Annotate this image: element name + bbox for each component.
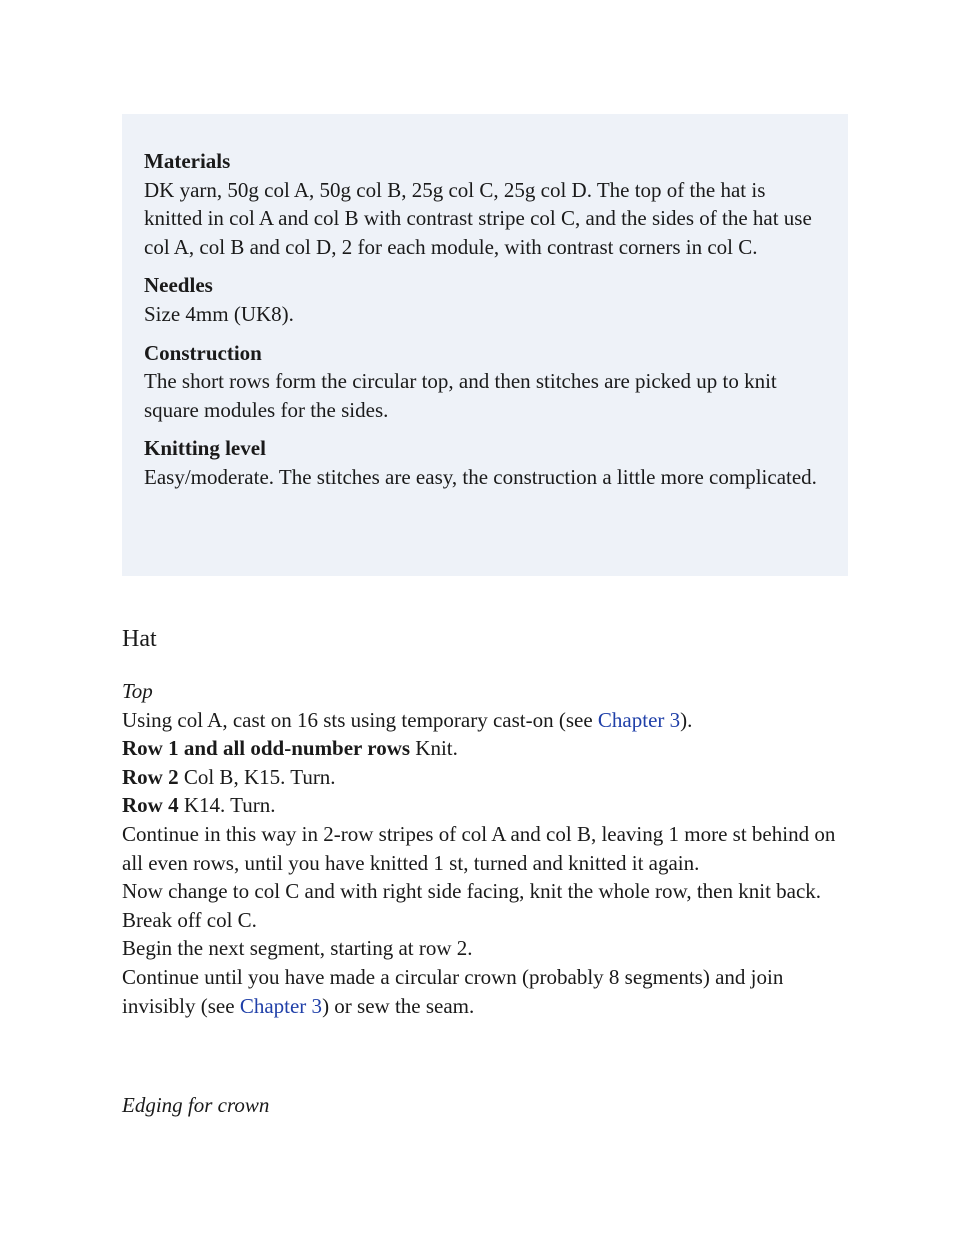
row-2-text: Col B, K15. Turn.	[178, 764, 336, 789]
knitting-level-heading: Knitting level	[144, 436, 266, 461]
needles-section	[144, 271, 826, 328]
join-text: Continue until you have made a circular crown (probably 8 segments) and join invisibly (see	[122, 964, 784, 1018]
chapter-3-link[interactable]: Chapter 3	[597, 707, 681, 732]
materials-text: DK yarn, 50g col A, 50g col B, 25g col C, 25g col D. The top of the hat is knitted in col A and col B with contrast stripe col C, and the sides of the hat use col A, col B and col D, 2 for each module, with contrast corners in col C.	[144, 177, 812, 259]
row-2-instruction	[122, 763, 852, 792]
continue-stripes-instruction: Continue in this way in 2-row stripes of col A and col B, leaving 1 more st behind on all even rows, until you have knitted 1 st, turned and knitted it again.	[122, 821, 836, 875]
construction-heading: Construction	[144, 340, 262, 365]
cast-on-instruction	[122, 706, 852, 735]
row-4-instruction	[122, 791, 852, 820]
needles-text: Size 4mm (UK8).	[144, 301, 294, 326]
cast-on-text: Using col A, cast on 16 sts using temporary cast-on (see	[122, 707, 598, 732]
top-subheading: Top	[122, 679, 153, 703]
change-col-c-instruction: Now change to col C and with right side facing, knit the whole row, then knit back. Break off col C.	[122, 879, 822, 932]
knitting-level-section	[144, 434, 826, 491]
needles-heading: Needles	[144, 273, 213, 298]
row-2-label: Row 2	[122, 764, 179, 789]
construction-section	[144, 339, 826, 425]
hat-pattern-body	[122, 677, 852, 1020]
hat-heading: Hat	[122, 626, 157, 652]
edging-subheading: Edging for crown	[122, 1093, 270, 1117]
row-4-label: Row 4	[122, 793, 179, 818]
chapter-3-link-2[interactable]: Chapter 3	[239, 993, 323, 1018]
join-instruction	[122, 963, 852, 1020]
materials-heading: Materials	[144, 149, 231, 173]
row-4-text: K14. Turn.	[178, 793, 276, 818]
row-1-label: Row 1 and all odd-number rows	[122, 736, 411, 761]
next-segment-instruction: Begin the next segment, starting at row 2.	[122, 936, 473, 961]
join-text-end: ) or sew the seam.	[322, 993, 475, 1018]
row-1-instruction	[122, 734, 852, 763]
cast-on-text-end: ).	[680, 707, 693, 732]
row-1-text: Knit.	[410, 736, 458, 761]
construction-text: The short rows form the circular top, and then stitches are picked up to knit square modules for the sides.	[144, 369, 777, 422]
pattern-info-box	[122, 114, 848, 576]
knitting-level-text: Easy/moderate. The stitches are easy, the construction a little more complicated.	[144, 464, 817, 489]
materials-section	[144, 147, 826, 261]
